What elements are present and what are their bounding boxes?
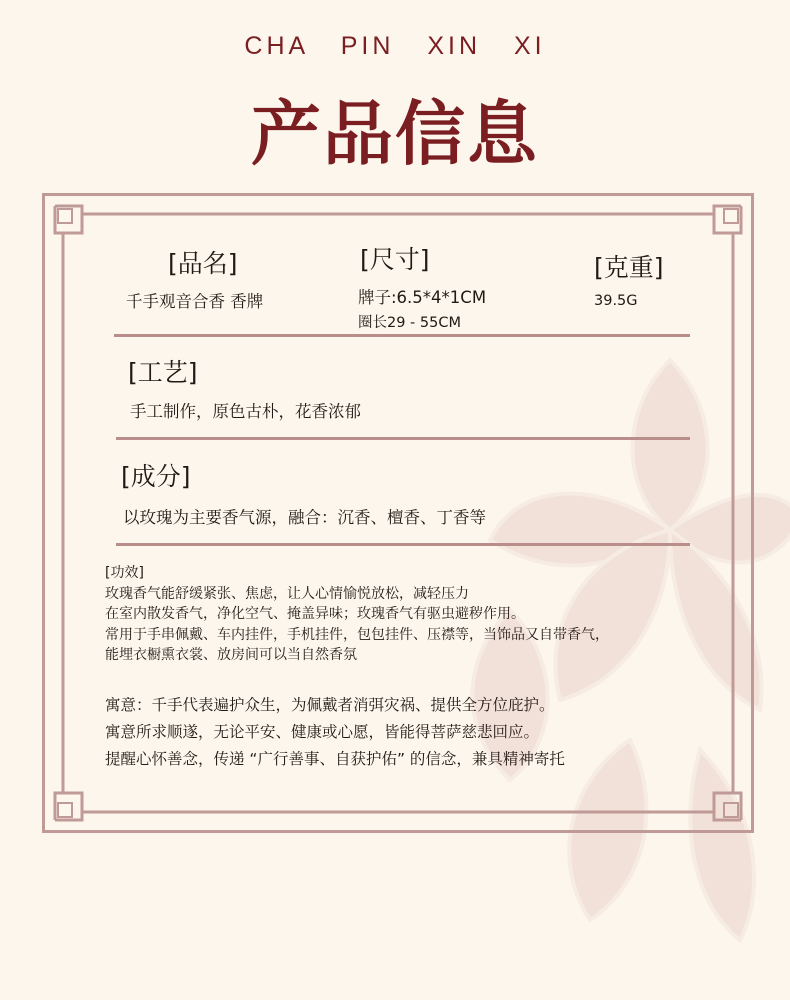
name-label: [品名]	[168, 249, 238, 278]
divider	[116, 437, 690, 440]
effects-block	[105, 563, 609, 666]
size-label: [尺寸]	[360, 245, 430, 274]
ingredient-label: [成分]	[121, 462, 191, 491]
divider	[116, 543, 690, 546]
divider	[114, 334, 690, 337]
craft-label: [工艺]	[128, 358, 198, 387]
meaning-block	[105, 692, 565, 773]
size-tag-value: 牌子:6.5*4*1CM	[358, 288, 487, 307]
meaning-line: 提醒心怀善念，传递 “广行善事、自获护佑” 的信念，兼具精神寄托	[105, 750, 565, 768]
weight-label: [克重]	[594, 253, 664, 282]
craft-value: 手工制作，原色古朴，花香浓郁	[130, 402, 361, 421]
effects-label: [功效]	[105, 565, 144, 581]
weight-value: 39.5G	[594, 293, 638, 309]
page-title: 产品信息	[251, 93, 539, 175]
meaning-line: 寓意：千手代表遍护众生，为佩戴者消弭灾祸、提供全方位庇护。	[105, 696, 555, 714]
name-value: 千手观音合香 香牌	[126, 292, 264, 311]
meaning-line: 寓意所求顺遂，无论平安、健康或心愿，皆能得菩萨慈悲回应。	[105, 723, 540, 741]
effects-line: 玫瑰香气能舒缓紧张、焦虑，让人心情愉悦放松，减轻压力	[105, 585, 469, 602]
size-loop-value: 圈长29 - 55CM	[358, 315, 461, 331]
effects-line: 在室内散发香气，净化空气、掩盖异味；玫瑰香气有驱虫避秽作用。	[105, 606, 525, 622]
ingredient-value: 以玫瑰为主要香气源，融合：沉香、檀香、丁香等	[123, 508, 486, 527]
effects-line: 能埋衣橱熏衣裳、放房间可以当自然香氛	[105, 647, 357, 663]
effects-line: 常用于手串佩戴、车内挂件，手机挂件，包包挂件、压襟等，当饰品又自带香气，	[105, 626, 609, 643]
pinyin-subtitle: CHA PIN XIN XI	[244, 32, 546, 60]
